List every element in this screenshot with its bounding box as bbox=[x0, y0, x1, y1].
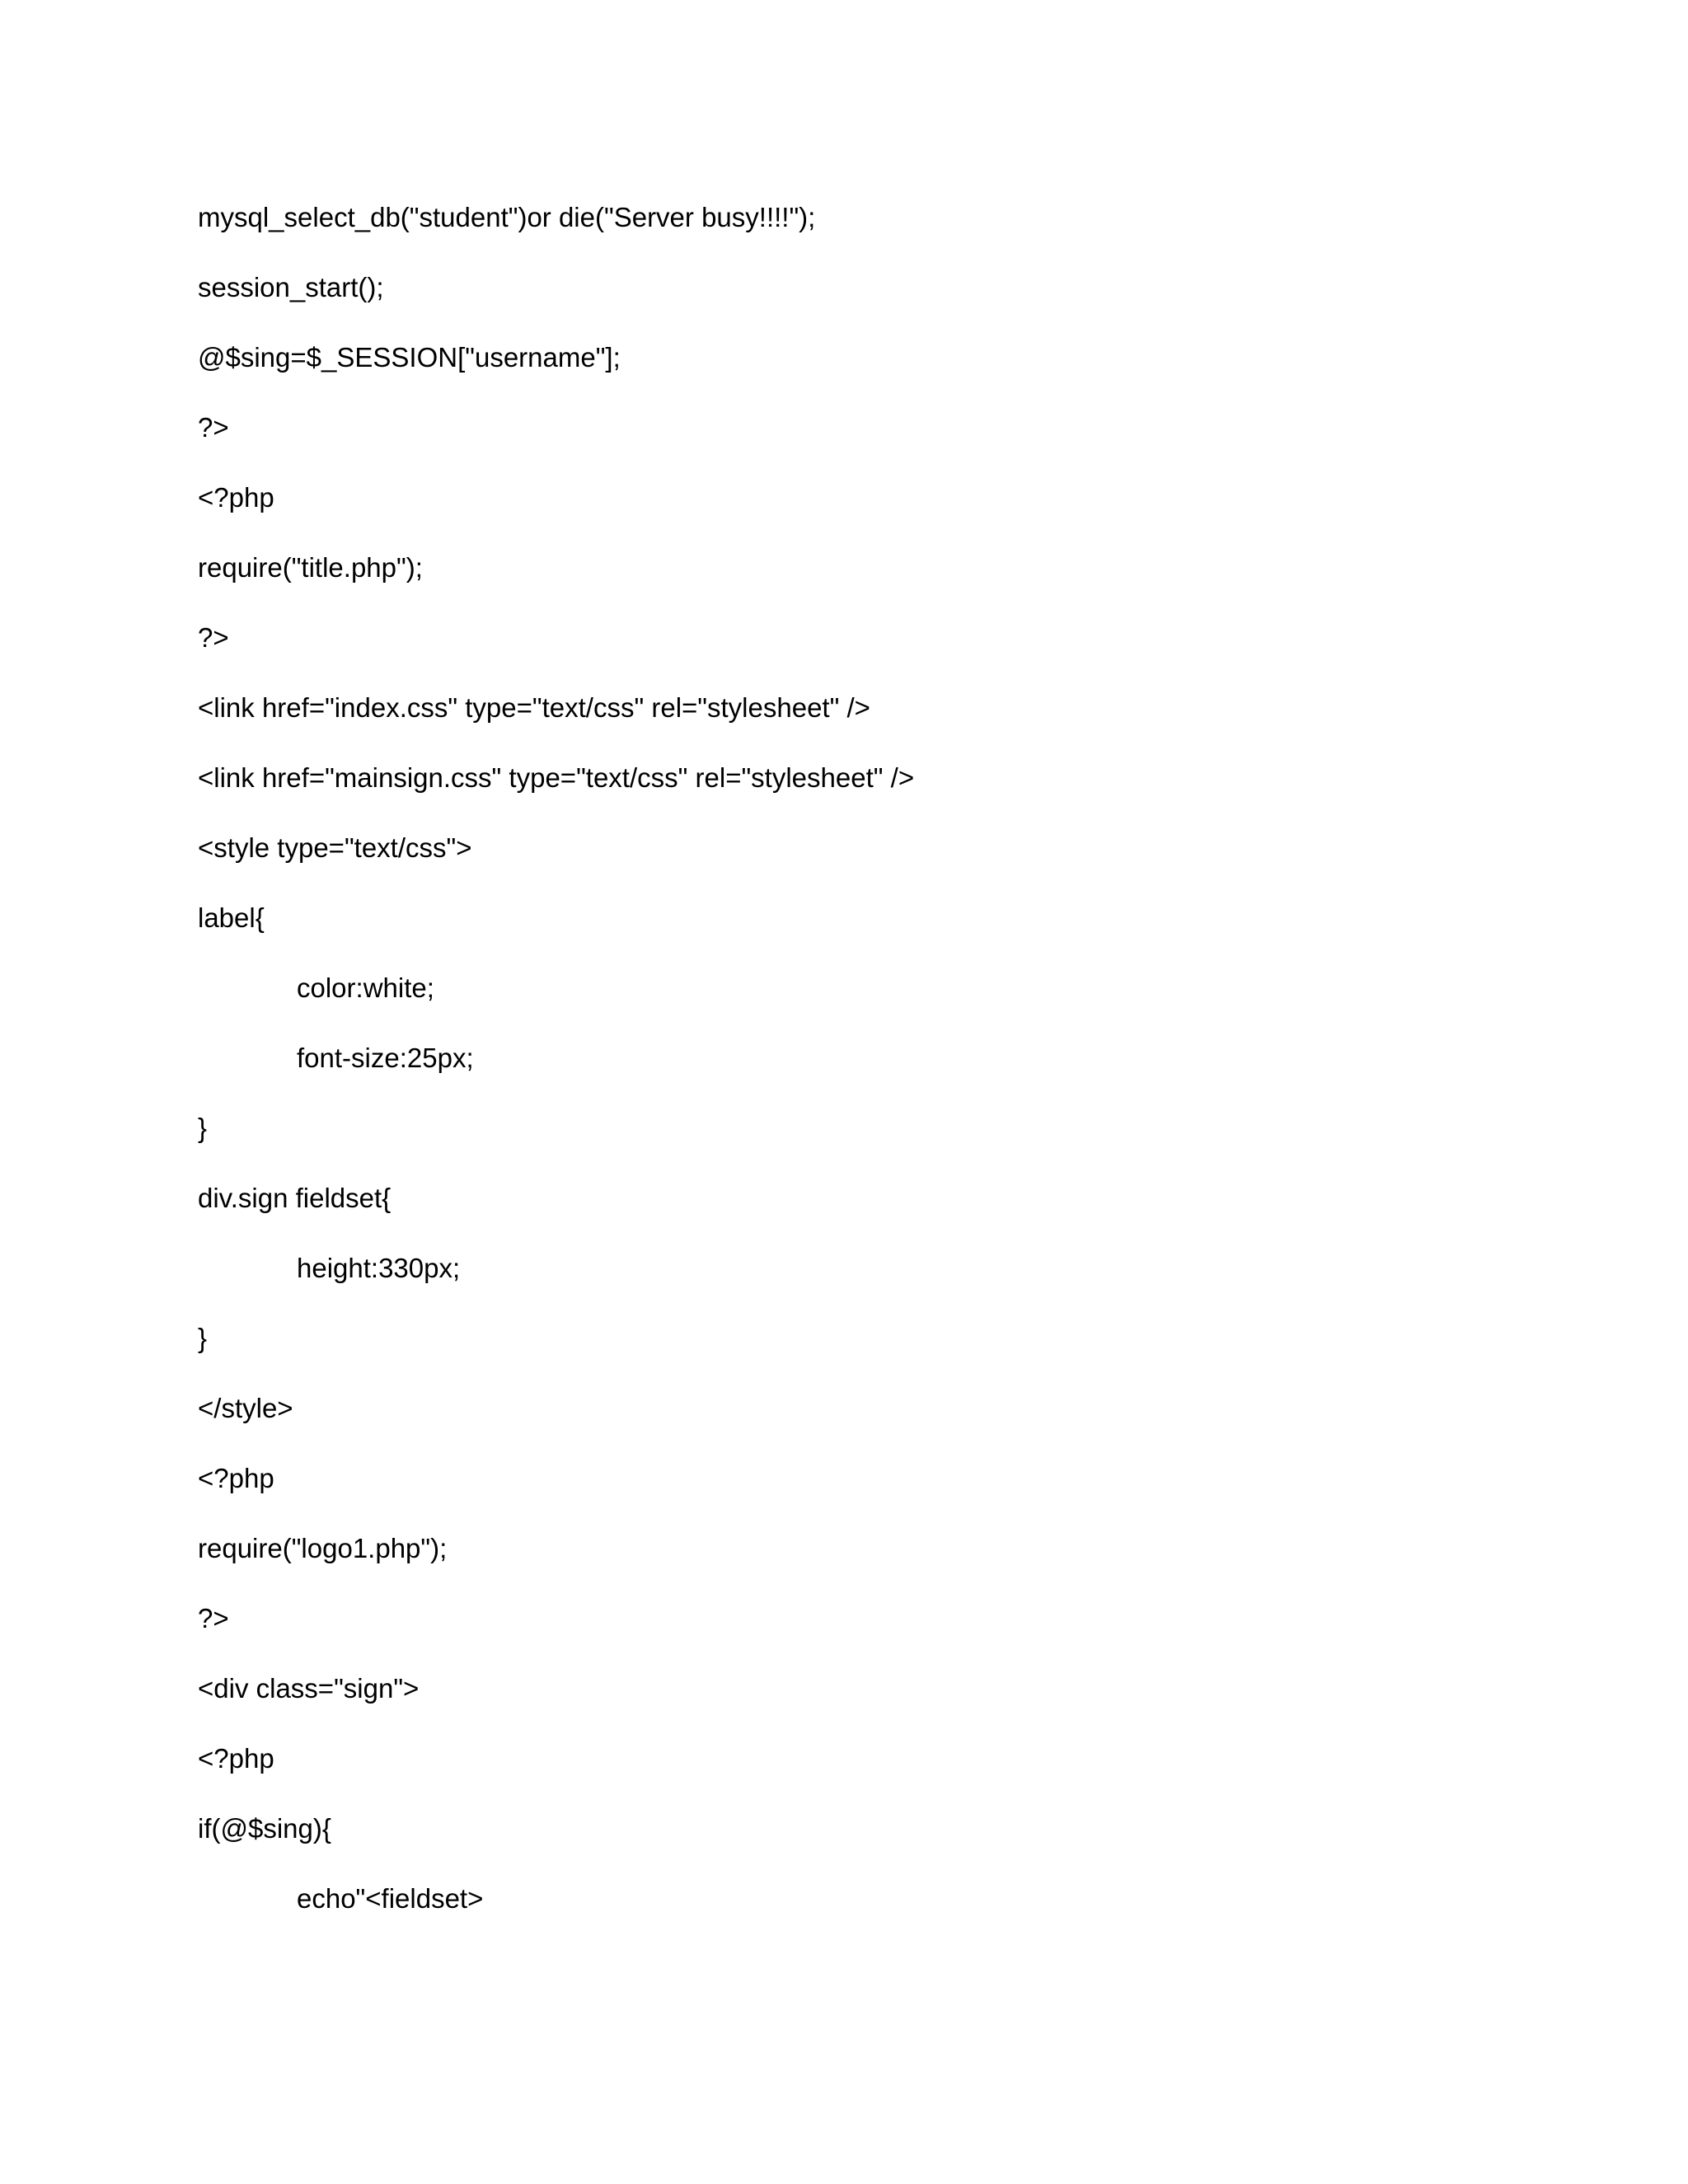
code-line: require("title.php"); bbox=[198, 552, 423, 583]
code-line-indented: echo"<fieldset> bbox=[297, 1883, 484, 1914]
code-line-indented: font-size:25px; bbox=[297, 1043, 474, 1073]
code-listing bbox=[198, 196, 1517, 1947]
code-line: label{ bbox=[198, 902, 265, 933]
code-line: ?> bbox=[198, 412, 229, 443]
code-line: ?> bbox=[198, 622, 229, 653]
code-line: <?php bbox=[198, 482, 274, 513]
code-line: <link href="mainsign.css" type="text/css" rel="stylesheet" /> bbox=[198, 762, 915, 793]
code-line: <?php bbox=[198, 1463, 274, 1493]
code-line: mysql_select_db("student")or die("Server busy!!!!"); bbox=[198, 202, 816, 232]
code-line-indented: height:330px; bbox=[297, 1253, 461, 1283]
code-line-indented: color:white; bbox=[297, 972, 434, 1003]
code-line: <style type="text/css"> bbox=[198, 832, 472, 863]
code-line: @$sing=$_SESSION["username"]; bbox=[198, 342, 621, 373]
code-line: div.sign fieldset{ bbox=[198, 1183, 392, 1213]
code-line: <div class="sign"> bbox=[198, 1673, 420, 1704]
code-line: if(@$sing){ bbox=[198, 1813, 331, 1844]
code-line: } bbox=[198, 1113, 208, 1143]
code-line: require("logo1.php"); bbox=[198, 1533, 448, 1563]
code-line: ?> bbox=[198, 1603, 229, 1633]
code-line: } bbox=[198, 1323, 208, 1353]
code-line: </style> bbox=[198, 1393, 293, 1423]
code-line: <?php bbox=[198, 1743, 274, 1774]
code-line: <link href="index.css" type="text/css" rel="stylesheet" /> bbox=[198, 692, 870, 723]
code-line: session_start(); bbox=[198, 272, 384, 302]
